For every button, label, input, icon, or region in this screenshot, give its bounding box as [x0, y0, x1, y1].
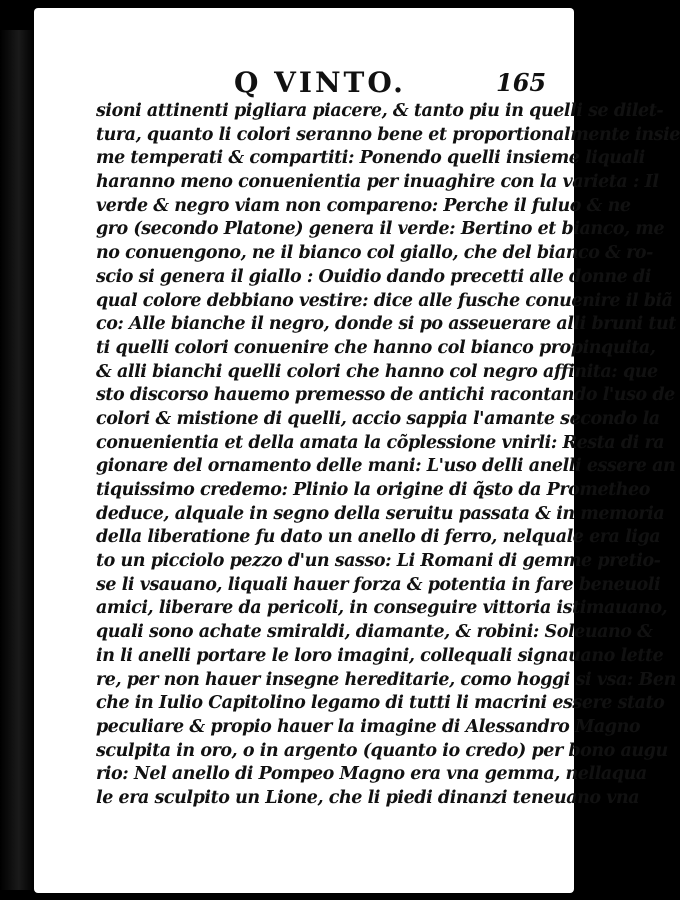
page-header: [34, 66, 574, 100]
text-line: qual colore debbiano vestire: dice alle fusche conuenire il biã: [96, 290, 673, 311]
text-line: conuenientia et della amata la cõplessione vnirli: Resta di ra: [96, 432, 665, 453]
text-line: sto discorso hauemo premesso de antichi racontando l'uso de: [96, 385, 675, 406]
running-title: Q VINTO.: [234, 66, 406, 99]
body-text: [96, 100, 680, 811]
text-line: tiquissimo credemo: Plinio la origine di q̃sto da Prometheo: [96, 480, 650, 500]
text-line: deduce, alquale in segno della seruitu passata & in memoria: [96, 503, 665, 524]
text-line: re, per non hauer insegne hereditarie, como hoggi si vsa: Ben: [96, 669, 676, 690]
text-line: sioni attinenti pigliara piacere, & tanto piu in quelli se dilet-: [96, 101, 664, 121]
text-line: se li vsauano, liquali hauer forza & potentia in fare beneuoli: [96, 574, 661, 595]
text-line: co: Alle bianche il negro, donde si po asseuerare alli bruni tut: [96, 314, 676, 335]
text-line: colori & mistione di quelli, accio sappia l'amante secondo la: [96, 408, 660, 429]
text-line: della liberatione fu dato un anello di ferro, nelquale era liga: [96, 527, 661, 548]
text-line: verde & negro viam non compareno: Perche il fuluo & ne: [96, 195, 631, 216]
text-line: le era sculpito un Lione, che li piedi dinanzi teneuano vna: [96, 787, 640, 808]
text-line: ti quelli colori conuenire che hanno col bianco propinquita,: [96, 337, 656, 358]
text-line: quali sono achate smiraldi, diamante, & robini: Soleuano &: [96, 622, 653, 643]
text-line: sculpita in oro, o in argento (quanto io credo) per bono augu: [96, 740, 668, 761]
text-line: no conuengono, ne il bianco col giallo, che del bianco & ro-: [96, 243, 653, 264]
text-line: haranno meno conuenientia per inuaghire con la varieta : Il: [96, 172, 659, 193]
text-line: gionare del ornamento delle mani: L'uso delli anelli essere an: [96, 456, 676, 477]
text-line: rio: Nel anello di Pompeo Magno era vna gemma, nellaqua: [96, 764, 647, 785]
text-line: me temperati & compartiti: Ponendo quelli insieme liquali: [96, 148, 645, 169]
page-number: 165: [496, 68, 547, 97]
text-line: gro (secondo Platone) genera il verde: Bertino et bianco, me: [96, 219, 665, 240]
book-page: [34, 8, 680, 893]
text-line: to un picciolo pezzo d'un sasso: Li Romani di gemme pretio-: [96, 551, 661, 572]
text-line: amici, liberare da pericoli, in conseguire vittoria istimauano,: [96, 598, 668, 619]
text-line: tura, quanto li colori seranno bene et proportionalmente insie: [96, 124, 680, 145]
text-line: scio si genera il giallo : Ouidio dando precetti alle donne di: [96, 266, 651, 287]
text-line: & alli bianchi quelli colori che hanno col negro affinita: que: [96, 361, 658, 382]
book-spine-shadow: [0, 30, 34, 890]
text-line: in li anelli portare le loro imagini, collequali signauano lette: [96, 645, 664, 666]
text-line: che in Iulio Capitolino legamo di tutti li macrini essere stato: [96, 693, 665, 714]
text-line: peculiare & propio hauer la imagine di Alessandro Magno: [96, 716, 641, 737]
